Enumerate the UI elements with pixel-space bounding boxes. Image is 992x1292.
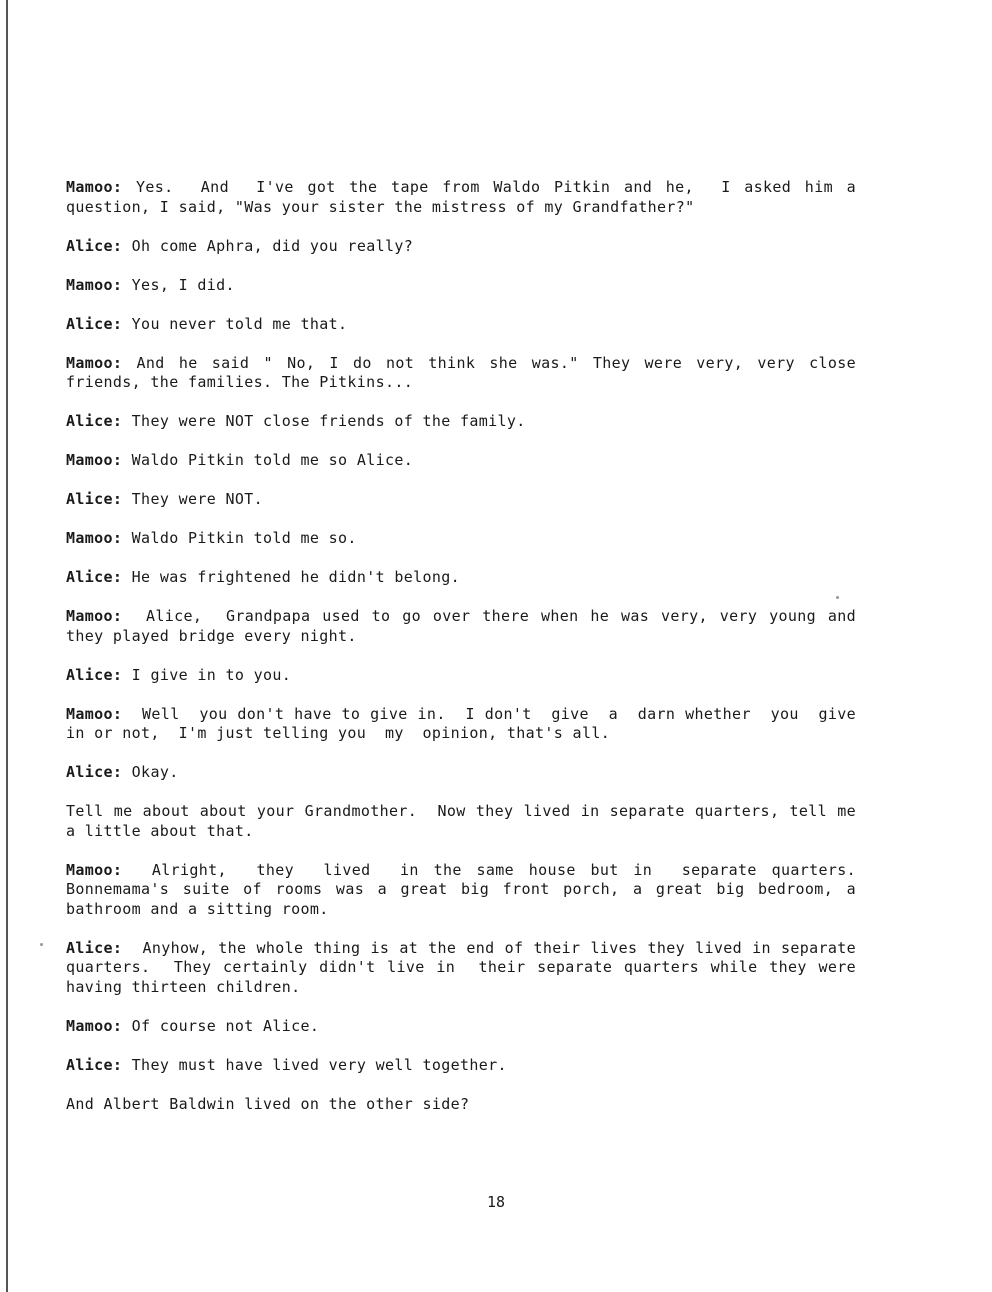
speaker-label: Alice:: [66, 314, 123, 333]
paragraph-text: Waldo Pitkin told me so Alice.: [122, 451, 414, 469]
transcript-paragraph: [66, 666, 856, 686]
transcript-paragraph: [66, 412, 856, 432]
transcript-paragraph: [66, 315, 856, 335]
speaker-label: Mamoo:: [66, 275, 123, 294]
transcript-paragraph: [66, 860, 866, 920]
paragraph-text: Well you don't have to give in. I don't give a darn whether you give in or not, I'm just telling you my opinion, that's all.: [66, 704, 866, 742]
speaker-label: Mamoo:: [66, 529, 123, 547]
paragraph-text: Okay.: [122, 763, 179, 781]
transcript-paragraph: [66, 938, 866, 998]
speaker-label: Alice:: [66, 236, 123, 255]
paragraph-text: They were NOT close friends of the family.: [122, 412, 526, 430]
paragraph-text: He was frightened he didn't belong.: [122, 568, 461, 586]
speaker-label: Alice:: [66, 665, 123, 684]
transcript-paragraph: [66, 529, 856, 549]
page-number: 18: [486, 1193, 506, 1211]
speaker-label: Alice:: [66, 568, 123, 586]
speaker-label: Mamoo:: [66, 178, 123, 196]
paragraph-text: Anyhow, the whole thing is at the end of their lives they lived in separate quarters. They certainly didn't live in their separate quarters while they were having thirteen children.: [66, 938, 866, 996]
speaker-label: Alice:: [66, 938, 123, 957]
transcript-paragraph: [66, 178, 866, 217]
paragraph-text: You never told me that.: [122, 314, 348, 333]
speaker-label: Alice:: [66, 1055, 123, 1074]
paragraph-text: Yes, I did.: [122, 275, 235, 294]
transcript-paragraph: [66, 490, 856, 510]
transcript-paragraph: [66, 568, 856, 588]
transcript-paragraph: [66, 237, 856, 257]
paragraph-text: They were NOT.: [122, 490, 264, 508]
paragraph-text: Of course not Alice.: [122, 1016, 320, 1035]
transcript-paragraph: [66, 704, 866, 744]
transcript-body: [66, 178, 866, 1134]
speaker-label: Mamoo:: [66, 860, 123, 879]
transcript-paragraph: [66, 1017, 856, 1037]
scan-edge: [6, 0, 8, 1292]
paragraph-text: Yes. And I've got the tape from Waldo Pitkin and he, I asked him a question, I said, "Was your sister the mistress of my Grandfather?": [66, 178, 866, 216]
speaker-label: Mamoo:: [66, 1016, 123, 1035]
paragraph-text: Alice, Grandpapa used to go over there when he was very, very young and they played bridge every night.: [66, 607, 866, 645]
transcript-paragraph: [66, 451, 856, 471]
transcript-paragraph: [66, 802, 866, 841]
speaker-label: Mamoo:: [66, 353, 123, 372]
transcript-paragraph: [66, 763, 856, 783]
speaker-label: Mamoo:: [66, 451, 123, 469]
paragraph-text: They must have lived very well together.: [122, 1055, 507, 1074]
paragraph-text: Waldo Pitkin told me so.: [122, 529, 357, 547]
paragraph-text: And he said " No, I do not think she was." They were very, very close friends, the families. The Pitkins...: [66, 353, 866, 391]
transcript-paragraph: [66, 276, 856, 296]
paragraph-text: Alright, they lived in the same house but in separate quarters. Bonnemama's suite of rooms was a great big front porch, a great big bedroom, a bathroom and a sitting room.: [66, 860, 866, 918]
paragraph-text: I give in to you.: [122, 665, 292, 684]
transcript-paragraph: [66, 353, 866, 393]
paragraph-text: And Albert Baldwin lived on the other side?: [66, 1094, 470, 1113]
speaker-label: Alice:: [66, 763, 123, 781]
speaker-label: Alice:: [66, 412, 123, 430]
paragraph-text: Oh come Aphra, did you really?: [122, 236, 414, 255]
paragraph-text: Tell me about about your Grandmother. Now they lived in separate quarters, tell me a little about that.: [66, 802, 866, 840]
transcript-paragraph: [66, 1095, 856, 1115]
transcript-paragraph: [66, 607, 866, 646]
scan-speck: [40, 943, 43, 946]
speaker-label: Alice:: [66, 490, 123, 508]
transcript-paragraph: [66, 1056, 856, 1076]
speaker-label: Mamoo:: [66, 704, 123, 723]
speaker-label: Mamoo:: [66, 607, 123, 625]
